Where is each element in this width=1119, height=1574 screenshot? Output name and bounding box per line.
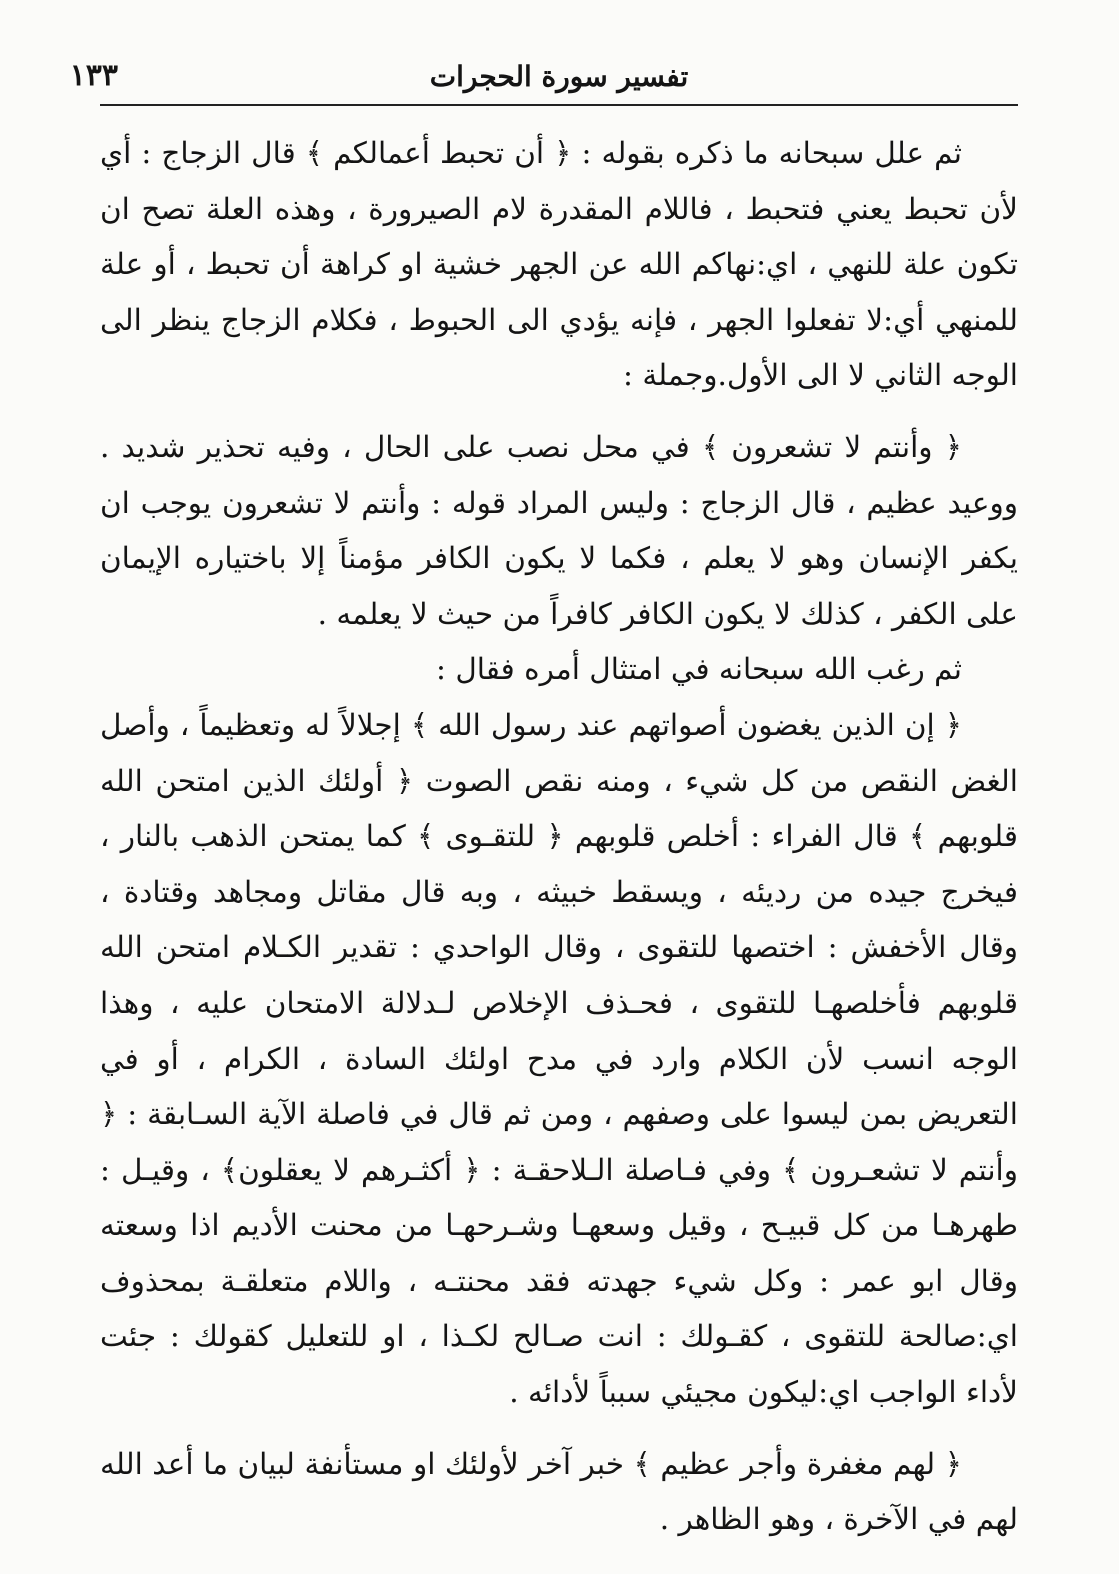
paragraph-1: ثم علل سبحانه ما ذكره بقوله : ﴿ أن تحبط أعمالكم ﴾ قال الزجاج : أي لأن تحبط يعني فتحبط ، فاللام المقدرة لام الصيرورة ، وهذه العلة تصح ان تكون علة للنهي ، اي:نهاكم الله عن الجهر خشية او كراهة أن تحبط ، أو علة للمنهي أي:لا تفعلوا الجهر ، فإنه يؤدي الى الحبوط ، فكلام الزجاج ينظر الى الوجه الثاني لا الى الأول.وجملة : — [100, 136, 1018, 393]
paragraph-gap — [100, 1421, 1018, 1437]
body-text — [100, 126, 1018, 1548]
running-title: تفسير سورة الحجرات — [429, 60, 689, 93]
paragraph-5: ﴿ لهم مغفرة وأجر عظيم ﴾ خبر آخر لأولئك او مستأنفة لبيان ما أعد الله لهم في الآخرة ، وهو الظاهر . — [100, 1446, 1018, 1537]
paragraph-3: ثم رغب الله سبحانه في امتثال أمره فقال : — [436, 652, 962, 687]
page-header — [69, 58, 1018, 104]
paragraph-2: ﴿ وأنتم لا تشعرون ﴾ في محل نصب على الحال ، وفيه تحذير شديد . ووعيد عظيم ، قال الزجاج : وليس المراد قوله : وأنتم لا تشعرون يوجب ان يكفر الإنسان وهو لا يعلم ، فكما لا يكون الكافر مؤمناً إلا باختياره الإيمان على الكفر ، كذلك لا يكون الكافر كافراً من حيث لا يعلمه . — [100, 429, 1018, 631]
header-divider — [100, 104, 1018, 106]
paragraph-gap — [100, 404, 1018, 420]
page-number: ١٣٣ — [69, 58, 118, 93]
paragraph-4: ﴿ إن الذين يغضون أصواتهم عند رسول الله ﴾ إجلالاً له وتعظيماً ، وأصل الغض النقص من كل شيء ، ومنه نقص الصوت ﴿ أولئك الذين امتحن الله قلوبهم ﴾ قال الفراء : أخلص قلوبهم ﴿ للتقـوى ﴾ كما يمتحن الذهب بالنار ، فيخرج جيده من رديئه ، ويسقط خبيثه ، وبه قال مقاتل ومجاهد وقتادة ، وقال الأخفش : اختصها للتقوى ، وقال الواحدي : تقدير الكـلام امتحن الله قلوبهم فأخلصهـا للتقوى ، فحـذف الإخلاص لـدلالة الامتحان عليه ، وهذا الوجه انسب لأن الكلام وارد في مدح اولئك السادة ، الكرام ، أو في التعريض بمن ليسوا على وصفهم ، ومن ثم قال في فاصلة الآية السـابقة : ﴿ وأنتم لا تشعـرون ﴾ وفي فـاصلة الـلاحقـة : ﴿ أكثـرهم لا يعقلون﴾ ، وقيـل : طهرهـا من كل قبيـح ، وقيل وسعهـا وشـرحهـا من محنت الأديم اذا وسعته وقال ابو عمر : وكل شيء جهدته فقد محنتـه ، واللام متعلقـة بمحذوف اي:صالحة للتقوى ، كقـولك : انت صـالح لكـذا ، او للتعليل كقولك : جئت لأداء الواجب اي:ليكون مجيئي سبباً لأدائه . — [100, 707, 1019, 1410]
